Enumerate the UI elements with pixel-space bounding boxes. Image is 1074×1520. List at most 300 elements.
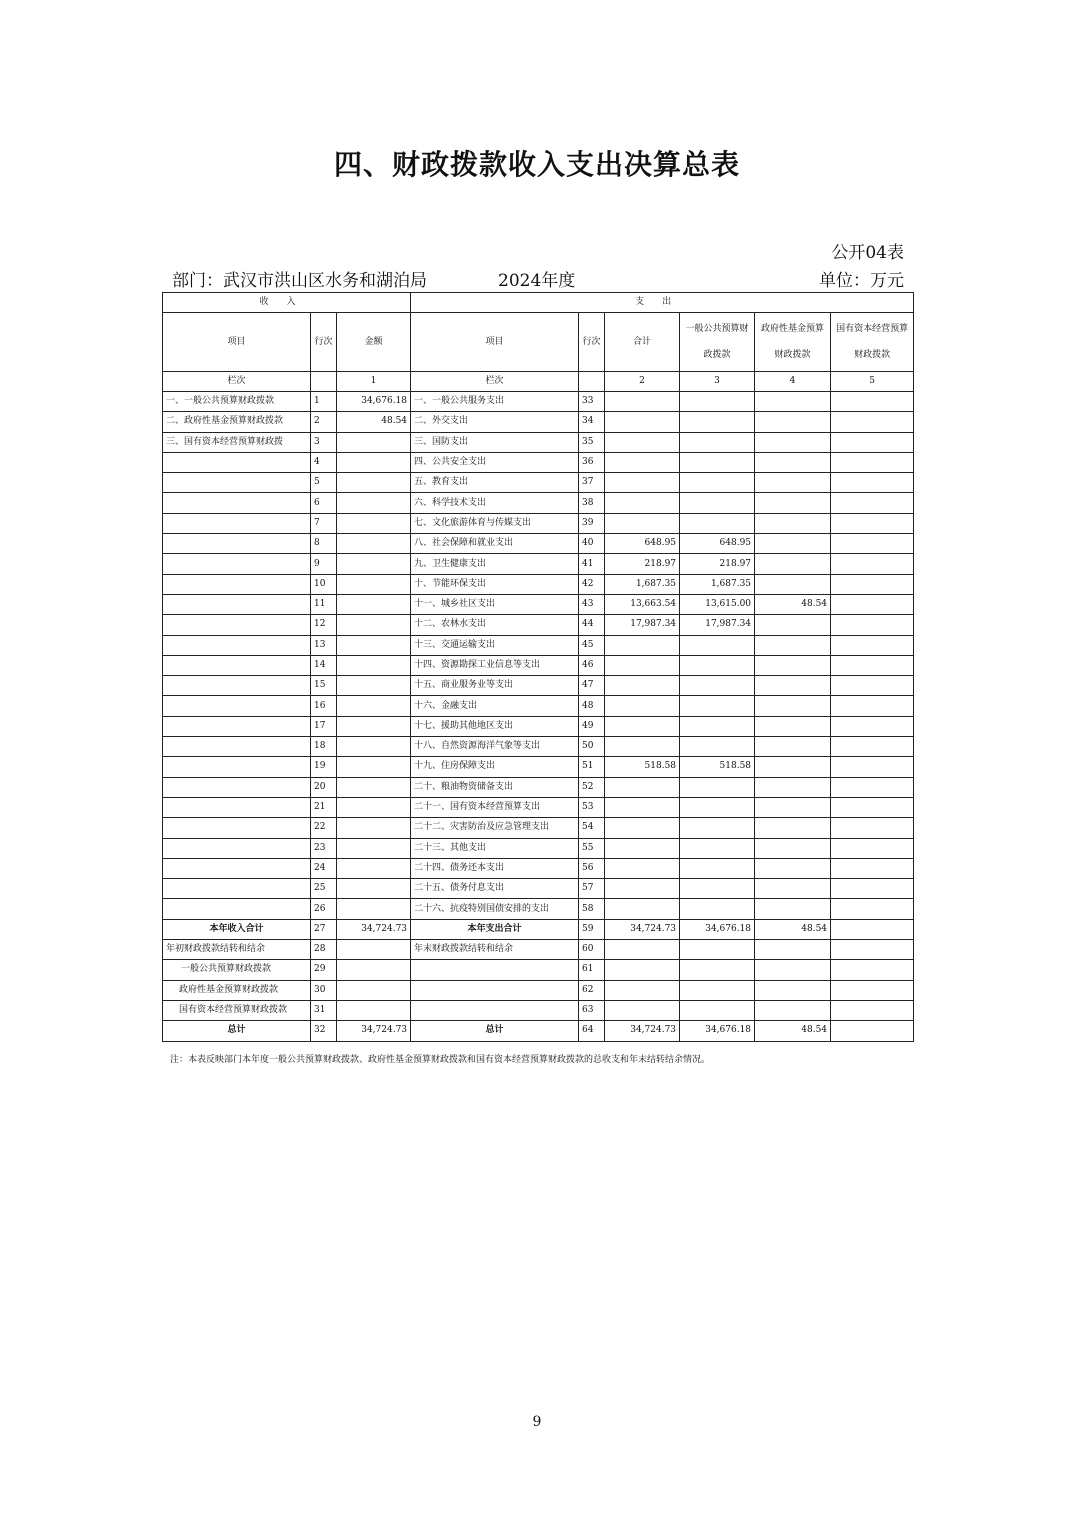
state-capital-amount [831,899,914,919]
table-row [163,534,914,554]
expense-line-no: 43 [579,594,605,614]
general-budget-amount [680,899,755,919]
expense-item: 八、社会保障和就业支出 [411,534,579,554]
expense-line-no: 44 [579,615,605,635]
expense-item: 二十四、债务还本支出 [411,858,579,878]
expense-total [605,432,680,452]
income-line-no: 4 [311,452,337,472]
gov-fund-amount [755,574,831,594]
gov-fund-amount [755,899,831,919]
expense-item: 二十、粮油物资储备支出 [411,777,579,797]
amount-cell [605,940,680,960]
income-line-no: 10 [311,574,337,594]
income-item [163,635,311,655]
page-number: 9 [532,1414,542,1430]
gov-fund-amount [755,473,831,493]
general-budget-amount [680,676,755,696]
income-item [163,452,311,472]
expense-item: 十三、交通运输支出 [411,635,579,655]
table-row [163,696,914,716]
gov-fund-amount [755,716,831,736]
general-budget-amount [680,879,755,899]
state-capital-amount [831,574,914,594]
expense-item: 二十一、国有资本经营预算支出 [411,797,579,817]
expense-line-no: 45 [579,635,605,655]
state-capital-amount [831,818,914,838]
income-amount [337,452,411,472]
expense-line-no: 60 [579,940,605,960]
expense-total [605,676,680,696]
income-line-no: 28 [311,940,337,960]
income-item [163,818,311,838]
income-line-no: 26 [311,899,337,919]
state-capital-header: 国有资本经营预算财政拨款 [831,313,914,372]
table-row [163,716,914,736]
general-budget-amount [680,696,755,716]
income-amount [337,513,411,533]
general-budget-amount: 13,615.00 [680,594,755,614]
general-budget-amount [680,737,755,757]
income-amount [337,737,411,757]
table-row [163,412,914,432]
expense-total: 518.58 [605,757,680,777]
income-amount [337,655,411,675]
income-line-no: 5 [311,473,337,493]
state-capital-amount [831,594,914,614]
gov-fund-amount [755,696,831,716]
expense-line-no: 37 [579,473,605,493]
table-row [163,513,914,533]
income-amount [337,757,411,777]
state-capital-amount [831,473,914,493]
amount-cell [680,980,755,1000]
expense-item: 七、文化旅游体育与传媒支出 [411,513,579,533]
income-amount: 34,724.73 [337,919,411,939]
income-amount [337,493,411,513]
expense-item: 十七、援助其他地区支出 [411,716,579,736]
income-line-no: 27 [311,919,337,939]
income-line-no: 9 [311,554,337,574]
income-amount [337,899,411,919]
expense-total [605,838,680,858]
income-label: 总计 [163,1021,311,1041]
expense-total: 1,687.35 [605,574,680,594]
carryover-income-label: 年初财政拨款结转和结余 [163,940,311,960]
amount-cell [831,980,914,1000]
general-budget-amount [680,858,755,878]
table-row [163,737,914,757]
table-row [163,858,914,878]
gov-fund-amount [755,737,831,757]
col-5: 5 [831,372,914,392]
income-item [163,574,311,594]
gov-fund-amount [755,432,831,452]
state-capital-amount [831,797,914,817]
income-item [163,777,311,797]
page-title: 四、财政拨款收入支出决算总表 [333,148,740,181]
table-row [163,777,914,797]
table-row [163,655,914,675]
income-amount [337,554,411,574]
state-capital-amount [831,513,914,533]
col-2: 2 [605,372,680,392]
income-item: 政府性基金预算财政拨款 [163,980,311,1000]
general-budget-amount [680,452,755,472]
gov-fund-amount [755,797,831,817]
expense-item: 五、教育支出 [411,473,579,493]
income-line-no: 24 [311,858,337,878]
state-capital-amount [831,1021,914,1041]
expense-line-no: 33 [579,392,605,412]
expense-total [605,655,680,675]
income-item [163,838,311,858]
expense-total [605,696,680,716]
income-item: 国有资本经营预算财政拨款 [163,1000,311,1020]
state-capital-amount [831,493,914,513]
income-amount [337,940,411,960]
expense-line-no: 54 [579,818,605,838]
carryover-expense-label: 年末财政拨款结转和结余 [411,940,579,960]
carryover-sub-row [163,1000,914,1020]
income-line-no: 30 [311,980,337,1000]
expense-total: 34,724.73 [605,919,680,939]
income-item [163,879,311,899]
gov-fund-amount [755,412,831,432]
income-item [163,473,311,493]
amount-cell [831,940,914,960]
general-budget-amount [680,655,755,675]
general-budget-amount [680,818,755,838]
general-budget-amount: 218.97 [680,554,755,574]
expense-line-no: 51 [579,757,605,777]
expense-item [411,960,579,980]
general-budget-amount [680,432,755,452]
income-amount [337,716,411,736]
income-item [163,737,311,757]
expense-total: 34,724.73 [605,1021,680,1041]
table-row [163,635,914,655]
income-amount [337,432,411,452]
income-item [163,716,311,736]
gov-fund-amount [755,655,831,675]
amount-cell [755,980,831,1000]
income-line-no: 19 [311,757,337,777]
expense-total [605,452,680,472]
table-row [163,473,914,493]
table-row [163,676,914,696]
income-item [163,615,311,635]
expense-line-no: 58 [579,899,605,919]
table-row [163,615,914,635]
gov-fund-amount: 48.54 [755,594,831,614]
income-amount: 34,724.73 [337,1021,411,1041]
income-line-no: 8 [311,534,337,554]
income-line-no: 14 [311,655,337,675]
state-capital-amount [831,676,914,696]
expense-item: 二十三、其他支出 [411,838,579,858]
general-budget-amount [680,635,755,655]
expense-line-no: 50 [579,737,605,757]
expense-total [605,818,680,838]
income-line-no: 29 [311,960,337,980]
income-item [163,858,311,878]
amount-cell [680,960,755,980]
income-amount [337,818,411,838]
state-capital-amount [831,655,914,675]
expense-total: 218.97 [605,554,680,574]
expense-line-no: 57 [579,879,605,899]
income-item-header: 项目 [163,313,311,372]
gov-fund-amount [755,676,831,696]
amount-cell [831,960,914,980]
income-item: 一般公共预算财政拨款 [163,960,311,980]
expense-total [605,412,680,432]
income-amount [337,838,411,858]
income-amount [337,615,411,635]
expense-line-no: 34 [579,412,605,432]
income-item [163,655,311,675]
table-row [163,899,914,919]
state-capital-amount [831,432,914,452]
gov-fund-amount: 48.54 [755,1021,831,1041]
income-amount [337,594,411,614]
state-capital-amount [831,737,914,757]
general-budget-amount: 1,687.35 [680,574,755,594]
expense-total: 13,663.54 [605,594,680,614]
amount-cell [605,960,680,980]
income-amount [337,980,411,1000]
gov-fund-amount [755,534,831,554]
income-item [163,493,311,513]
grand-total-row [163,1021,914,1041]
table-row [163,838,914,858]
income-header: 收入 [163,293,411,313]
expense-item: 二十二、灾害防治及应急管理支出 [411,818,579,838]
general-budget-amount [680,392,755,412]
gov-fund-amount [755,513,831,533]
expense-line-no: 42 [579,574,605,594]
general-budget-amount [680,412,755,432]
gov-fund-amount [755,818,831,838]
general-budget-header: 一般公共预算财政拨款 [680,313,755,372]
state-capital-amount [831,716,914,736]
state-capital-amount [831,635,914,655]
income-line-no: 17 [311,716,337,736]
amount-cell [605,1000,680,1020]
income-line-no: 15 [311,676,337,696]
income-amount [337,676,411,696]
general-budget-amount [680,838,755,858]
income-line-header: 行次 [311,313,337,372]
income-line-no: 16 [311,696,337,716]
income-item [163,797,311,817]
expense-item [411,1000,579,1020]
expense-total [605,635,680,655]
column-label: 栏次 [411,372,579,392]
expense-total [605,777,680,797]
income-line-no: 20 [311,777,337,797]
expense-line-no: 38 [579,493,605,513]
general-budget-amount [680,797,755,817]
expense-item: 十九、住房保障支出 [411,757,579,777]
income-line-no: 25 [311,879,337,899]
income-amount [337,534,411,554]
state-capital-amount [831,919,914,939]
expense-item: 二、外交支出 [411,412,579,432]
total-header: 合计 [605,313,680,372]
carryover-sub-row [163,960,914,980]
table-row [163,432,914,452]
appropriation-table [162,292,914,1042]
state-capital-amount [831,452,914,472]
state-capital-amount [831,858,914,878]
general-budget-amount: 34,676.18 [680,1021,755,1041]
income-item [163,554,311,574]
income-line-no: 2 [311,412,337,432]
income-item [163,899,311,919]
expense-line-no: 55 [579,838,605,858]
col-3: 3 [680,372,755,392]
expense-line-no: 49 [579,716,605,736]
form-number: 公开04表 [831,243,904,263]
expense-line-no: 61 [579,960,605,980]
expense-item: 四、公共安全支出 [411,452,579,472]
expense-total [605,899,680,919]
income-line-no: 11 [311,594,337,614]
col-1: 1 [337,372,411,392]
expense-line-no: 35 [579,432,605,452]
expense-header: 支出 [411,293,914,313]
gov-fund-amount [755,777,831,797]
general-budget-amount: 648.95 [680,534,755,554]
income-item [163,534,311,554]
income-amount [337,797,411,817]
income-amount: 48.54 [337,412,411,432]
expense-total [605,879,680,899]
expense-item: 十六、金融支出 [411,696,579,716]
expense-label: 本年支出合计 [411,919,579,939]
expense-line-no: 39 [579,513,605,533]
income-line-no: 3 [311,432,337,452]
expense-item: 六、科学技术支出 [411,493,579,513]
carryover-row [163,940,914,960]
income-amount [337,473,411,493]
general-budget-amount [680,493,755,513]
state-capital-amount [831,615,914,635]
department-label: 部门：武汉市洪山区水务和湖泊局 [172,271,427,291]
expense-item: 二十五、债务付息支出 [411,879,579,899]
table-row [163,554,914,574]
income-line-no: 32 [311,1021,337,1041]
expense-item: 十二、农林水支出 [411,615,579,635]
general-budget-amount: 518.58 [680,757,755,777]
expense-line-no: 62 [579,980,605,1000]
expense-total [605,513,680,533]
income-amount-header: 金额 [337,313,411,372]
table-row [163,574,914,594]
amount-cell [755,960,831,980]
fiscal-year: 2024年度 [498,271,576,291]
gov-fund-header: 政府性基金预算财政拨款 [755,313,831,372]
table-row [163,757,914,777]
expense-line-no: 46 [579,655,605,675]
table-row [163,797,914,817]
income-line-no: 22 [311,818,337,838]
income-line-no: 13 [311,635,337,655]
income-label: 本年收入合计 [163,919,311,939]
general-budget-amount [680,716,755,736]
amount-cell [831,1000,914,1020]
income-item: 三、国有资本经营预算财政拨 [163,432,311,452]
general-budget-amount [680,777,755,797]
expense-line-no: 64 [579,1021,605,1041]
expense-total [605,737,680,757]
gov-fund-amount [755,452,831,472]
income-amount [337,574,411,594]
income-item [163,696,311,716]
income-amount [337,635,411,655]
income-line-no: 21 [311,797,337,817]
expense-item [411,980,579,1000]
expense-total [605,858,680,878]
expense-total [605,493,680,513]
gov-fund-amount [755,757,831,777]
state-capital-amount [831,554,914,574]
income-line-no: 7 [311,513,337,533]
gov-fund-amount [755,554,831,574]
col-4: 4 [755,372,831,392]
income-line-no: 1 [311,392,337,412]
income-item: 一、一般公共预算财政拨款 [163,392,311,412]
expense-item: 九、卫生健康支出 [411,554,579,574]
gov-fund-amount [755,615,831,635]
table-row [163,879,914,899]
general-budget-amount: 34,676.18 [680,919,755,939]
expense-total: 17,987.34 [605,615,680,635]
amount-cell [755,940,831,960]
gov-fund-amount [755,635,831,655]
expense-line-no: 48 [579,696,605,716]
amount-cell [755,1000,831,1020]
expense-line-no: 59 [579,919,605,939]
income-item [163,757,311,777]
gov-fund-amount [755,493,831,513]
table-row [163,818,914,838]
expense-total [605,473,680,493]
expense-line-no: 40 [579,534,605,554]
expense-item: 十四、资源勘探工业信息等支出 [411,655,579,675]
expense-item: 三、国防支出 [411,432,579,452]
expense-line-no: 56 [579,858,605,878]
income-line-no: 6 [311,493,337,513]
income-amount [337,1000,411,1020]
table-row [163,452,914,472]
state-capital-amount [831,879,914,899]
gov-fund-amount [755,858,831,878]
income-amount [337,696,411,716]
carryover-sub-row [163,980,914,1000]
expense-item: 十、节能环保支出 [411,574,579,594]
income-item [163,676,311,696]
expense-line-no: 52 [579,777,605,797]
expense-line-no: 41 [579,554,605,574]
income-amount [337,879,411,899]
general-budget-amount: 17,987.34 [680,615,755,635]
state-capital-amount [831,392,914,412]
year-total-row [163,919,914,939]
gov-fund-amount [755,879,831,899]
expense-item: 二十六、抗疫特别国债安排的支出 [411,899,579,919]
